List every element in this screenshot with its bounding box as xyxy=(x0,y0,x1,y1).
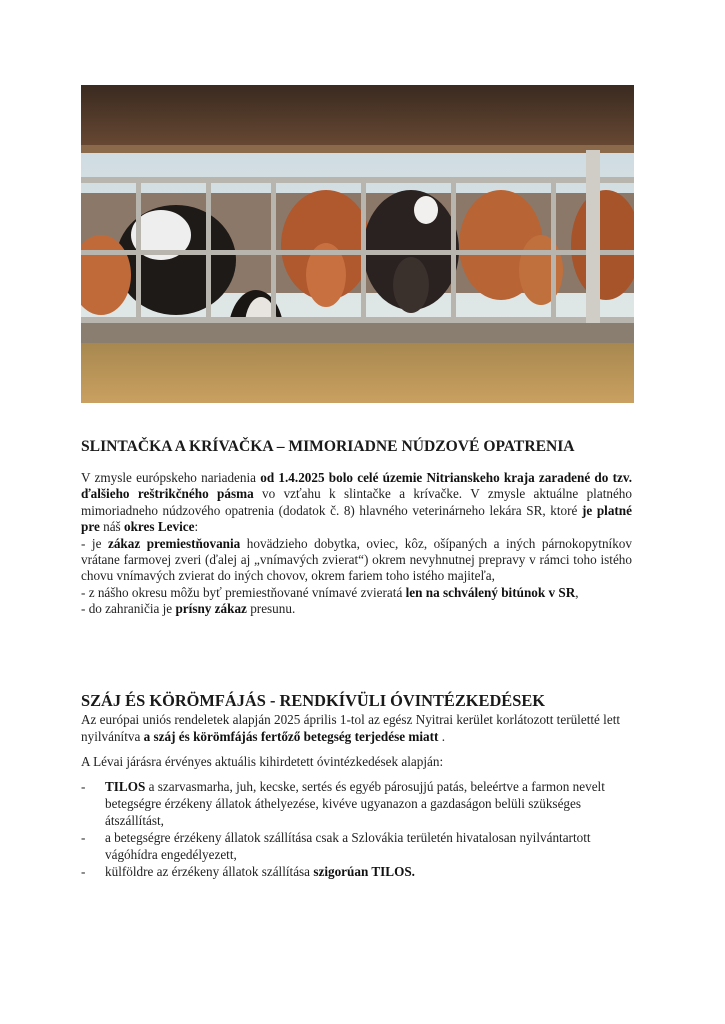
paragraph xyxy=(81,585,632,601)
intro-paragraph xyxy=(81,711,641,745)
bold-text: je platné pre xyxy=(81,502,632,535)
bullet-dash: - xyxy=(81,830,86,845)
text-run: náš xyxy=(99,519,124,535)
text-run: - z nášho okresu môžu byť premiestňované vnímavé zvieratá xyxy=(81,584,406,600)
paragraph xyxy=(81,536,632,585)
section-body-slovak xyxy=(81,470,632,618)
bullet-dash: - xyxy=(81,779,86,794)
bold-text: od 1.4.2025 bolo celé územie Nitrianskeho kraja zaradené do tzv. ďalšieho reštrikčného pásma xyxy=(81,470,632,502)
bold-text: zákaz premiestňovania xyxy=(107,535,241,551)
paragraph xyxy=(81,470,632,536)
lead-paragraph: A Lévai járásra érvényes aktuális kihirdetett óvintézkedések alapján: xyxy=(81,754,444,769)
section-title-hungarian: SZÁJ ÉS KÖRÖMFÁJÁS - RENDKÍVÜLI ÓVINTÉZKEDÉSEK xyxy=(81,691,546,710)
bold-text: TILOS xyxy=(105,779,146,794)
text-run: , xyxy=(575,584,579,600)
list-item xyxy=(81,863,641,880)
section-body-hungarian xyxy=(81,711,641,880)
list-item-text xyxy=(105,829,641,863)
bold-text: prísny zákaz xyxy=(175,601,247,617)
text-run: a betegségre érzékeny állatok szállítása csak a Szlovákia területén hivatalosan nyilvántartott vágóhídra engedélyezett, xyxy=(105,830,591,862)
bold-text: a száj és körömfájás fertőző betegség terjedése miatt xyxy=(143,729,439,744)
text-run: vo vzťahu k slintačke a krívačke. V zmysle aktuálne platného mimoriadneho núdzového opatrenia (dodatok č. 8) hlavného veterinárneho lekára SR, ktoré xyxy=(81,486,632,518)
text-run: Az európai uniós rendeletek alapján 2025 április 1-tol az egész Nyitrai kerület korlátozott területté lett nyilvánítva xyxy=(81,712,621,744)
text-run: külföldre az érzékeny állatok szállítása xyxy=(105,864,314,879)
bullet-dash: - xyxy=(81,864,86,879)
text-run: hovädzieho dobytka, oviec, kôz, ošípaných a iných párnokopytníkov vrátane farmovej zveri (ďalej aj „vnímavých zvierat“) okrem nevyhnutnej prepravy v rámci toho istého chovu vnímavých zvierat do iných chovov, okrem fariem toho istého majiteľa, xyxy=(81,535,632,584)
section-title-slovak: SLINTAČKA A KRÍVAČKA – MIMORIADNE NÚDZOVÉ OPATRENIA xyxy=(81,438,575,455)
list-item xyxy=(81,778,641,829)
list-item-text xyxy=(105,778,641,829)
text-run: V zmysle európskeho nariadenia xyxy=(81,470,261,485)
text-run: . xyxy=(438,729,446,744)
paragraph xyxy=(81,601,632,617)
list-item-text xyxy=(105,863,641,880)
bold-text: okres Levice xyxy=(124,519,195,535)
text-run: - do zahraničia je xyxy=(81,601,176,617)
text-run: presunu. xyxy=(246,601,296,617)
text-run: a szarvasmarha, juh, kecske, sertés és egyéb párosujjú patás, beleértve a farmon nevelt betegségre érzékeny állatok áthelyezése, kivéve ugyanazon a gazdaságon belüli szükséges átszállítást, xyxy=(105,779,605,828)
text-run: - je xyxy=(81,535,108,551)
bold-text: szigorúan TILOS. xyxy=(313,864,415,879)
list-item xyxy=(81,829,641,863)
text-run: : xyxy=(194,519,199,535)
cows-in-barn-photo xyxy=(81,85,634,403)
bold-text: len na schválený bitúnok v SR xyxy=(405,584,576,600)
